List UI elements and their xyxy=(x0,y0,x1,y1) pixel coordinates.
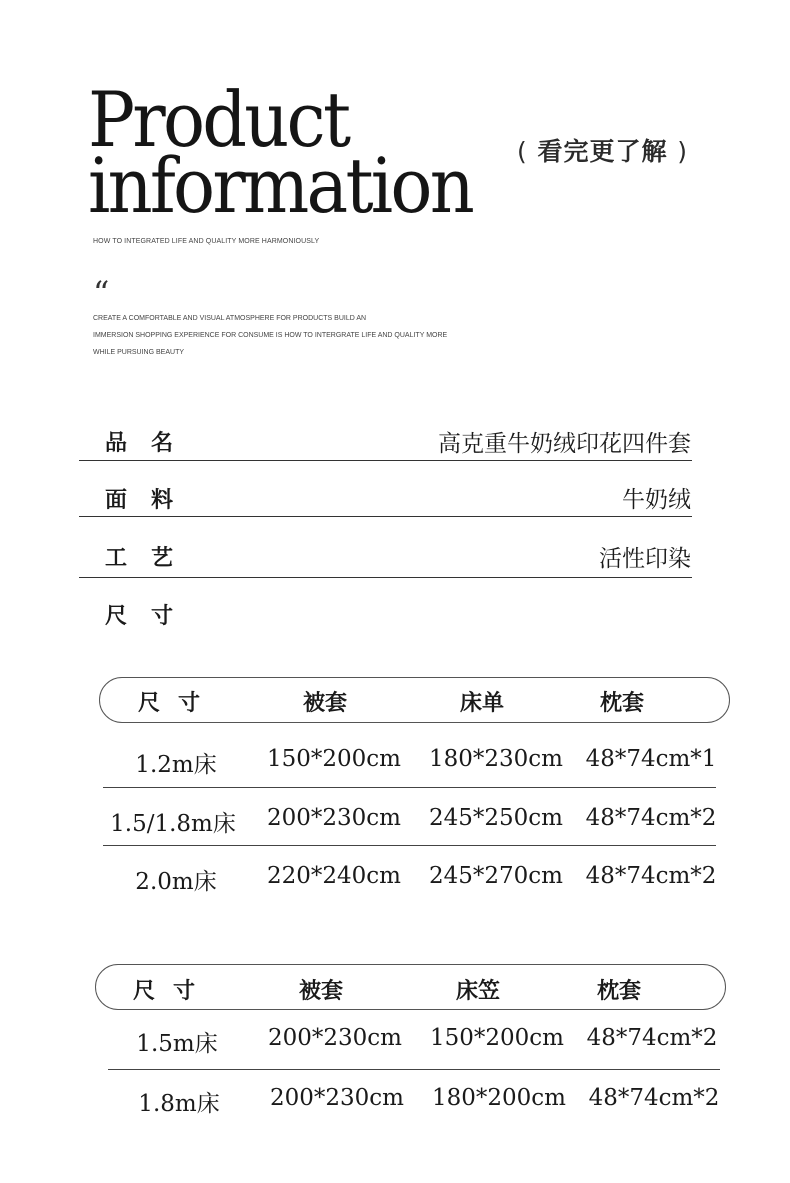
table2-cell: 150*200cm xyxy=(430,1025,564,1051)
table2-cell: 48*74cm*2 xyxy=(586,1025,718,1051)
spec-label-name: 品名 xyxy=(105,431,198,456)
tagline: HOW TO INTEGRATED LIFE AND QUALITY MORE HARMONIOUSLY xyxy=(93,238,320,245)
spec-label-fabric: 面料 xyxy=(105,488,198,513)
aside-open-paren: ( xyxy=(517,137,528,166)
spec-value-name: 高克重牛奶绒印花四件套 xyxy=(438,431,691,457)
aside-close-paren: ) xyxy=(677,137,688,166)
title-information: information xyxy=(88,141,473,230)
table1-cell: 2.0m床 xyxy=(135,869,217,895)
table2-cell: 200*230cm xyxy=(270,1085,404,1111)
spec-value-fabric: 牛奶绒 xyxy=(622,487,691,513)
table2-header-duvet: 被套 xyxy=(298,979,344,1004)
table1-cell: 245*250cm xyxy=(429,805,563,831)
table2-cell: 200*230cm xyxy=(268,1025,402,1051)
spec-label-size: 尺寸 xyxy=(105,604,198,629)
read-more-note xyxy=(517,132,688,168)
table1-cell: 1.2m床 xyxy=(135,752,217,778)
intro-paragraph xyxy=(93,310,447,361)
table1-row-divider xyxy=(103,787,716,788)
table1-cell: 180*230cm xyxy=(429,746,563,772)
spec-value-process: 活性印染 xyxy=(599,546,691,572)
table2-header-fitted-sheet: 床笠 xyxy=(455,979,501,1004)
table2-row-divider xyxy=(108,1069,720,1070)
aside-text: 看完更了解 xyxy=(537,137,668,166)
table2-cell: 180*200cm xyxy=(432,1085,566,1111)
table1-row-divider xyxy=(103,845,716,846)
intro-line: CREATE A COMFORTABLE AND VISUAL ATMOSPHERE FOR PRODUCTS BUILD AN xyxy=(93,315,367,322)
table1-cell: 150*200cm xyxy=(267,746,401,772)
table1-cell: 48*74cm*2 xyxy=(585,805,717,831)
table2-cell: 1.8m床 xyxy=(138,1091,220,1117)
table1-cell: 48*74cm*1 xyxy=(585,746,717,772)
table2-header-size: 尺寸 xyxy=(132,979,214,1004)
table1-cell: 1.5/1.8m床 xyxy=(110,811,236,837)
intro-line: WHILE PURSUING BEAUTY xyxy=(93,349,185,356)
divider xyxy=(79,577,692,578)
table1-cell: 245*270cm xyxy=(429,863,563,889)
divider xyxy=(79,460,692,461)
table1-cell: 220*240cm xyxy=(267,863,401,889)
divider xyxy=(79,516,692,517)
quote-icon: “ xyxy=(93,274,110,312)
table1-header-sheet: 床单 xyxy=(459,691,505,716)
table1-header-duvet: 被套 xyxy=(302,691,348,716)
table1-header-size: 尺寸 xyxy=(137,691,219,716)
table1-header-pillowcase: 枕套 xyxy=(599,691,645,716)
spec-label-process: 工艺 xyxy=(105,546,198,571)
table2-cell: 48*74cm*2 xyxy=(588,1085,720,1111)
title-product: Product xyxy=(88,75,349,164)
table2-header-pillowcase: 枕套 xyxy=(596,979,642,1004)
intro-line: IMMERSION SHOPPING EXPERIENCE FOR CONSUME IS HOW TO INTERGRATE LIFE AND QUALITY MORE xyxy=(93,332,448,339)
table2-cell: 1.5m床 xyxy=(136,1031,218,1057)
table1-cell: 200*230cm xyxy=(267,805,401,831)
table1-cell: 48*74cm*2 xyxy=(585,863,717,889)
